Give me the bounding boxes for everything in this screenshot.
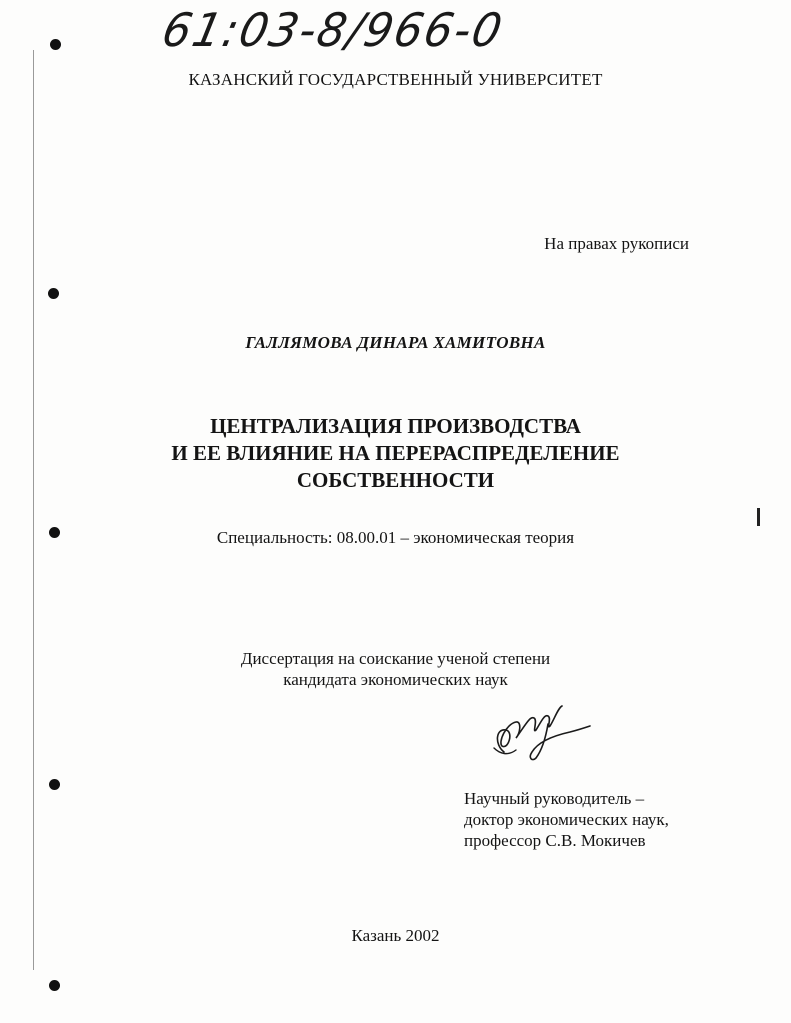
- scan-mark: [757, 508, 760, 526]
- scan-edge-line: [33, 50, 34, 970]
- specialty: Специальность: 08.00.01 – экономическая теория: [216, 528, 575, 547]
- title-line: СОБСТВЕННОСТИ: [296, 468, 495, 492]
- author-name: ГАЛЛЯМОВА ДИНАРА ХАМИТОВНА: [245, 333, 546, 352]
- signature: [486, 694, 596, 764]
- scientific-advisor: [464, 788, 669, 851]
- degree-line: Диссертация на соискание ученой степени: [240, 649, 551, 668]
- title-line: И ЕЕ ВЛИЯНИЕ НА ПЕРЕРАСПРЕДЕЛЕНИЕ: [171, 441, 620, 465]
- degree-line: кандидата экономических наук: [283, 670, 508, 689]
- advisor-line: профессор С.В. Мокичев: [464, 831, 646, 850]
- punch-hole: [48, 288, 59, 299]
- punch-hole: [49, 980, 60, 991]
- university-name: КАЗАНСКИЙ ГОСУДАРСТВЕННЫЙ УНИВЕРСИТЕТ: [188, 70, 603, 89]
- punch-hole: [50, 39, 61, 50]
- advisor-line: Научный руководитель –: [464, 789, 645, 808]
- city-year: Казань 2002: [351, 926, 440, 945]
- degree-statement: [0, 648, 791, 690]
- advisor-line: доктор экономических наук,: [464, 810, 669, 829]
- archive-code: 61:03-8/966-0: [157, 3, 509, 58]
- punch-hole: [49, 779, 60, 790]
- title-line: ЦЕНТРАЛИЗАЦИЯ ПРОИЗВОДСТВА: [210, 414, 581, 438]
- manuscript-note: На правах рукописи: [544, 234, 689, 253]
- dissertation-title: [0, 413, 791, 494]
